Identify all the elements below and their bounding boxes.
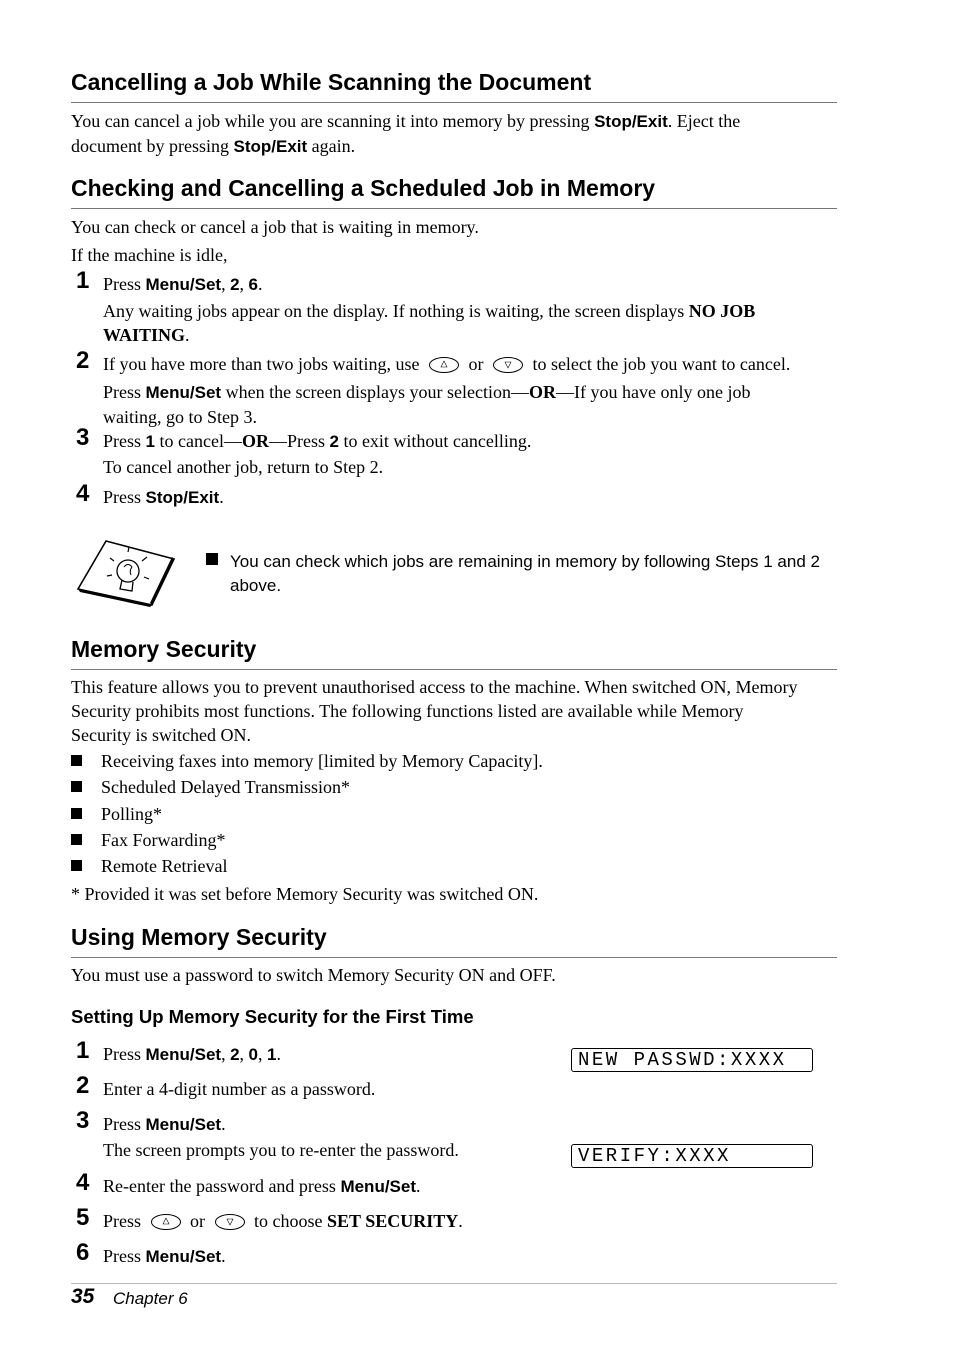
step-text: Press Menu/Set.: [103, 1246, 226, 1266]
step-number: 4: [76, 1169, 90, 1196]
text: document by pressing: [71, 136, 234, 156]
paragraph: [71, 109, 837, 159]
up-arrow-key-icon: [428, 356, 460, 380]
step-text: Press Stop/Exit.: [103, 487, 224, 507]
chapter-label: Chapter 6: [113, 1289, 188, 1308]
down-arrow-key-icon: [214, 1213, 246, 1237]
section-heading-check-cancel-scheduled: Checking and Cancelling a Scheduled Job in Memory: [71, 174, 837, 209]
note-bullet: [206, 553, 218, 565]
step-text: If you have more than two jobs waiting, use or to select the job you want to cancel. Press Menu/Set when the screen displays your selection—OR—If you have only one job waiting, go to Step 3.: [103, 354, 791, 427]
step-text: Enter a 4-digit number as a password.: [103, 1079, 376, 1099]
intro-text: If the machine is idle,: [71, 245, 228, 265]
lightbulb-note-icon: [76, 537, 176, 614]
step-text: The screen prompts you to re-enter the password.: [103, 1140, 459, 1160]
step-number: 1: [76, 267, 90, 294]
step-text: Press 1 to cancel—OR—Press 2 to exit without cancelling.: [103, 431, 532, 451]
page-number: 35: [71, 1285, 95, 1308]
subsection-heading: Setting Up Memory Security for the First Time: [71, 1006, 474, 1027]
footnote: * Provided it was set before Memory Security was switched ON.: [71, 884, 539, 904]
text: again.: [307, 136, 356, 156]
down-arrow-key-icon: [492, 356, 524, 380]
step-text: Press Menu/Set, 2, 0, 1.: [103, 1044, 281, 1064]
section-heading-memory-security: Memory Security: [71, 635, 837, 670]
up-arrow-key-icon: [150, 1213, 182, 1237]
list-item: Fax Forwarding*: [71, 828, 226, 852]
step-number: 3: [76, 1107, 90, 1134]
step-number: 2: [76, 347, 90, 374]
step-number: 5: [76, 1204, 90, 1231]
intro-text: You must use a password to switch Memory Security ON and OFF.: [71, 965, 556, 985]
step-number: 3: [76, 424, 90, 451]
list-item: Receiving faxes into memory [limited by Memory Capacity].: [71, 749, 543, 773]
lcd-display: VERIFY:XXXX: [571, 1144, 813, 1168]
list-item: Scheduled Delayed Transmission*: [71, 775, 350, 799]
step-number: 1: [76, 1037, 90, 1064]
step-text: Press or to choose SET SECURITY.: [103, 1209, 833, 1237]
step-number: 2: [76, 1072, 90, 1099]
lcd-display: NEW PASSWD:XXXX: [571, 1048, 813, 1072]
text: You can cancel a job while you are scanning it into memory by pressing: [71, 111, 595, 131]
step-number: 6: [76, 1239, 90, 1266]
list-item: Polling*: [71, 802, 162, 826]
key-label: Stop/Exit: [233, 137, 308, 156]
intro-text: You can check or cancel a job that is waiting in memory.: [71, 217, 479, 237]
step-text: To cancel another job, return to Step 2.: [103, 457, 384, 477]
section-heading-cancel-while-scanning: Cancelling a Job While Scanning the Document: [71, 68, 837, 103]
step-text: Press Menu/Set, 2, 6.: [103, 274, 263, 294]
paragraph: This feature allows you to prevent unauthorised access to the machine. When switched ON, Memory Security prohibits most functions. The following functions listed are available while Memory Security is switched ON.: [71, 677, 798, 745]
list-item: Remote Retrieval: [71, 854, 227, 878]
footer-divider: [71, 1283, 837, 1284]
text: . Eject the: [667, 111, 741, 131]
step-text: Any waiting jobs appear on the display. If nothing is waiting, the screen displays NO JOB WAITING.: [103, 301, 756, 345]
step-number: 4: [76, 480, 90, 507]
step-text: Press Menu/Set.: [103, 1114, 226, 1134]
section-heading-using-memory-security: Using Memory Security: [71, 923, 837, 958]
step-text: Re-enter the password and press Menu/Set.: [103, 1176, 421, 1196]
note-text: You can check which jobs are remaining in memory by following Steps 1 and 2 above.: [230, 552, 820, 595]
key-label: Stop/Exit: [594, 112, 668, 131]
